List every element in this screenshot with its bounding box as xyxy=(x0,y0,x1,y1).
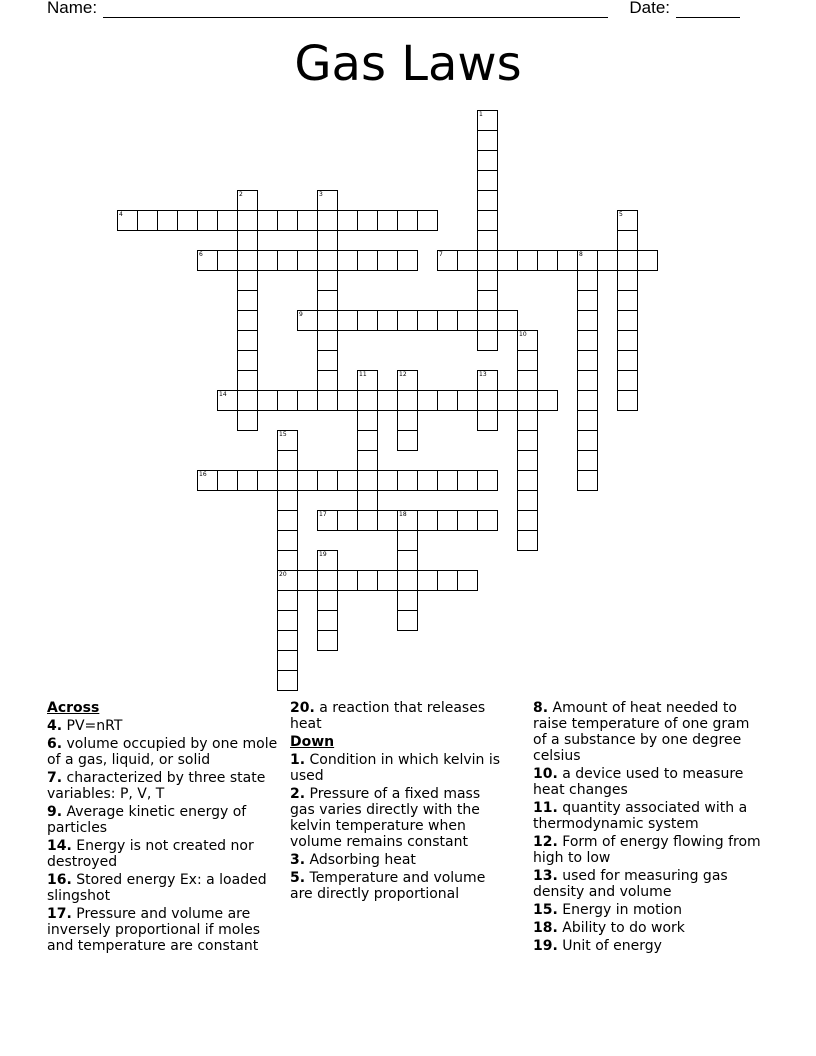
crossword-cell[interactable] xyxy=(297,570,318,591)
crossword-cell[interactable] xyxy=(477,250,498,271)
crossword-cell[interactable] xyxy=(237,230,258,251)
crossword-cell[interactable] xyxy=(497,250,518,271)
crossword-cell[interactable] xyxy=(217,390,238,411)
crossword-cell[interactable] xyxy=(517,330,538,351)
crossword-cell[interactable] xyxy=(337,310,358,331)
across-clue: 16. Stored energy Ex: a loaded slingshot xyxy=(47,872,267,904)
crossword-cell[interactable] xyxy=(357,510,378,531)
crossword-cell[interactable] xyxy=(417,510,438,531)
clues-column-1 xyxy=(47,700,279,956)
crossword-cell[interactable] xyxy=(417,390,438,411)
crossword-cell[interactable] xyxy=(477,110,498,131)
down-clue: 15. Energy in motion xyxy=(533,902,682,918)
crossword-cell[interactable] xyxy=(577,370,598,391)
crossword-cell[interactable] xyxy=(157,210,178,231)
clue-number: 19 xyxy=(319,551,327,558)
crossword-cell[interactable] xyxy=(577,390,598,411)
crossword-cell[interactable] xyxy=(617,290,638,311)
crossword-cell[interactable] xyxy=(457,570,478,591)
crossword-cell[interactable] xyxy=(417,310,438,331)
crossword-cell[interactable] xyxy=(317,270,338,291)
crossword-cell[interactable] xyxy=(237,410,258,431)
down-clue: 3. Adsorbing heat xyxy=(290,852,416,868)
across-clue: 6. volume occupied by one mole of a gas, liquid, or solid xyxy=(47,736,278,768)
crossword-cell[interactable] xyxy=(477,410,498,431)
clue-number: 15 xyxy=(279,431,287,438)
crossword-cell[interactable] xyxy=(457,250,478,271)
down-clue: 2. Pressure of a fixed mass gas varies directly with the kelvin temperature when volume remains constant xyxy=(290,786,481,850)
crossword-cell[interactable] xyxy=(557,250,578,271)
crossword-cell[interactable] xyxy=(257,390,278,411)
clue-number: 8 xyxy=(579,251,583,258)
crossword-cell[interactable] xyxy=(257,470,278,491)
crossword-cell[interactable] xyxy=(397,510,418,531)
crossword-cell[interactable] xyxy=(617,210,638,231)
page-title: Gas Laws xyxy=(294,36,522,92)
crossword-cell[interactable] xyxy=(397,570,418,591)
crossword-cell[interactable] xyxy=(397,590,418,611)
crossword-cell[interactable] xyxy=(237,290,258,311)
clue-number: 12 xyxy=(399,371,407,378)
crossword-cell[interactable] xyxy=(357,450,378,471)
crossword-cell[interactable] xyxy=(277,590,298,611)
crossword-cell[interactable] xyxy=(597,250,618,271)
clue-number: 9 xyxy=(299,311,303,318)
crossword-cell[interactable] xyxy=(357,470,378,491)
crossword-cell[interactable] xyxy=(577,470,598,491)
crossword-cell[interactable] xyxy=(197,210,218,231)
crossword-cell[interactable] xyxy=(317,210,338,231)
crossword-cell[interactable] xyxy=(537,390,558,411)
crossword-cell[interactable] xyxy=(357,430,378,451)
crossword-cell[interactable] xyxy=(277,530,298,551)
crossword-cell[interactable] xyxy=(517,350,538,371)
crossword-cell[interactable] xyxy=(517,370,538,391)
crossword-cell[interactable] xyxy=(337,390,358,411)
crossword-cell[interactable] xyxy=(477,310,498,331)
crossword-cell[interactable] xyxy=(457,470,478,491)
crossword-cell[interactable] xyxy=(377,390,398,411)
crossword-cell[interactable] xyxy=(577,310,598,331)
clue-number: 7 xyxy=(439,251,443,258)
crossword-cell[interactable] xyxy=(397,410,418,431)
crossword-cell[interactable] xyxy=(237,470,258,491)
crossword-cell[interactable] xyxy=(177,210,198,231)
crossword-cell[interactable] xyxy=(417,470,438,491)
crossword-cell[interactable] xyxy=(277,450,298,471)
crossword-cell[interactable] xyxy=(237,370,258,391)
clue-number: 14 xyxy=(219,391,227,398)
across-clue: 9. Average kinetic energy of particles xyxy=(47,804,247,836)
crossword-cell[interactable] xyxy=(397,310,418,331)
crossword-cell[interactable] xyxy=(477,510,498,531)
crossword-cell[interactable] xyxy=(477,130,498,151)
crossword-cell[interactable] xyxy=(377,250,398,271)
crossword-cell[interactable] xyxy=(517,490,538,511)
crossword-cell[interactable] xyxy=(517,390,538,411)
crossword-cell[interactable] xyxy=(617,370,638,391)
down-clue: 12. Form of energy flowing from high to low xyxy=(533,834,761,866)
crossword-cell[interactable] xyxy=(257,250,278,271)
crossword-cell[interactable] xyxy=(297,310,318,331)
down-heading: Down xyxy=(290,734,335,750)
crossword-cell[interactable] xyxy=(437,310,458,331)
crossword-cell[interactable] xyxy=(337,470,358,491)
crossword-cell[interactable] xyxy=(477,390,498,411)
crossword-cell[interactable] xyxy=(317,330,338,351)
crossword-cell[interactable] xyxy=(277,550,298,571)
crossword-cell[interactable] xyxy=(417,210,438,231)
crossword-cell[interactable] xyxy=(397,370,418,391)
clue-number: 18 xyxy=(399,511,407,518)
crossword-cell[interactable] xyxy=(477,190,498,211)
across-clue: 14. Energy is not created nor destroyed xyxy=(47,838,254,870)
crossword-cell[interactable] xyxy=(277,390,298,411)
crossword-cell[interactable] xyxy=(477,290,498,311)
crossword-cell[interactable] xyxy=(357,490,378,511)
date-label: Date: xyxy=(629,0,670,17)
crossword-cell[interactable] xyxy=(457,310,478,331)
crossword-cell[interactable] xyxy=(317,310,338,331)
crossword-cell[interactable] xyxy=(277,510,298,531)
crossword-cell[interactable] xyxy=(517,470,538,491)
crossword-cell[interactable] xyxy=(337,250,358,271)
crossword-cell[interactable] xyxy=(217,470,238,491)
crossword-cell[interactable] xyxy=(517,450,538,471)
crossword-cell[interactable] xyxy=(277,470,298,491)
down-clue: 19. Unit of energy xyxy=(533,938,662,954)
crossword-cell[interactable] xyxy=(577,450,598,471)
crossword-cell[interactable] xyxy=(277,570,298,591)
crossword-cell[interactable] xyxy=(277,210,298,231)
crossword-cell[interactable] xyxy=(377,210,398,231)
down-clue: 10. a device used to measure heat changes xyxy=(533,766,744,798)
crossword-cell[interactable] xyxy=(317,350,338,371)
crossword-cell[interactable] xyxy=(317,470,338,491)
crossword-cell[interactable] xyxy=(397,610,418,631)
crossword-cell[interactable] xyxy=(617,230,638,251)
crossword-cell[interactable] xyxy=(577,250,598,271)
crossword-cell[interactable] xyxy=(317,230,338,251)
crossword-cell[interactable] xyxy=(437,470,458,491)
crossword-cell[interactable] xyxy=(397,530,418,551)
crossword-cell[interactable] xyxy=(337,210,358,231)
crossword-cell[interactable] xyxy=(397,430,418,451)
crossword-cell[interactable] xyxy=(357,410,378,431)
crossword-cell[interactable] xyxy=(377,470,398,491)
crossword-cell[interactable] xyxy=(617,250,638,271)
crossword-cell[interactable] xyxy=(397,470,418,491)
crossword-cell[interactable] xyxy=(217,250,238,271)
crossword-cell[interactable] xyxy=(237,210,258,231)
crossword-cell[interactable] xyxy=(317,370,338,391)
crossword-cell[interactable] xyxy=(477,170,498,191)
crossword-cell[interactable] xyxy=(377,310,398,331)
crossword-cell[interactable] xyxy=(357,210,378,231)
crossword-cell[interactable] xyxy=(477,150,498,171)
crossword-cell[interactable] xyxy=(317,250,338,271)
clue-number: 20 xyxy=(279,571,287,578)
crossword-cell[interactable] xyxy=(577,290,598,311)
crossword-cell[interactable] xyxy=(477,330,498,351)
clue-number: 6 xyxy=(199,251,203,258)
clue-number: 13 xyxy=(479,371,487,378)
down-clue: 1. Condition in which kelvin is used xyxy=(290,752,501,784)
crossword-cell[interactable] xyxy=(277,630,298,651)
crossword-cell[interactable] xyxy=(337,570,358,591)
clue-number: 2 xyxy=(239,191,243,198)
crossword-cell[interactable] xyxy=(477,230,498,251)
crossword-cell[interactable] xyxy=(277,250,298,271)
crossword-cell[interactable] xyxy=(577,330,598,351)
crossword-cell[interactable] xyxy=(437,570,458,591)
crossword-cell[interactable] xyxy=(237,270,258,291)
crossword-cell[interactable] xyxy=(577,270,598,291)
crossword-cell[interactable] xyxy=(277,430,298,451)
crossword-cell[interactable] xyxy=(617,310,638,331)
crossword-cell[interactable] xyxy=(277,610,298,631)
crossword-cell[interactable] xyxy=(297,250,318,271)
across-clue: 17. Pressure and volume are inversely proportional if moles and temperature are constant xyxy=(47,906,261,954)
crossword-cell[interactable] xyxy=(237,310,258,331)
crossword-cell[interactable] xyxy=(477,370,498,391)
crossword-cell[interactable] xyxy=(497,310,518,331)
crossword-cell[interactable] xyxy=(517,510,538,531)
crossword-cell[interactable] xyxy=(277,670,298,691)
crossword-cell[interactable] xyxy=(617,390,638,411)
crossword-cell[interactable] xyxy=(297,390,318,411)
crossword-cell[interactable] xyxy=(317,590,338,611)
crossword-cell[interactable] xyxy=(537,250,558,271)
crossword-cell[interactable] xyxy=(237,390,258,411)
crossword-cell[interactable] xyxy=(577,410,598,431)
crossword-cell[interactable] xyxy=(197,470,218,491)
clue-number: 17 xyxy=(319,511,327,518)
crossword-cell[interactable] xyxy=(517,410,538,431)
clues-column-2 xyxy=(290,700,504,904)
clue-number: 4 xyxy=(119,211,123,218)
crossword-cell[interactable] xyxy=(357,250,378,271)
across-clue: 20. a reaction that releases heat xyxy=(290,700,486,732)
crossword-cell[interactable] xyxy=(397,210,418,231)
crossword-cell[interactable] xyxy=(437,510,458,531)
clue-number: 5 xyxy=(619,211,623,218)
crossword-cell[interactable] xyxy=(317,570,338,591)
crossword-cell[interactable] xyxy=(317,190,338,211)
crossword-cell[interactable] xyxy=(397,250,418,271)
crossword-cell[interactable] xyxy=(477,270,498,291)
crossword-cell[interactable] xyxy=(297,210,318,231)
crossword-cell[interactable] xyxy=(377,510,398,531)
clue-number: 1 xyxy=(479,111,483,118)
crossword-cell[interactable] xyxy=(277,490,298,511)
crossword-cell[interactable] xyxy=(137,210,158,231)
clue-number: 16 xyxy=(199,471,207,478)
crossword-cell[interactable] xyxy=(517,430,538,451)
crossword-cell[interactable] xyxy=(397,390,418,411)
crossword-cell[interactable] xyxy=(237,350,258,371)
crossword-cell[interactable] xyxy=(357,390,378,411)
crossword-cell[interactable] xyxy=(217,210,238,231)
crossword-cell[interactable] xyxy=(357,370,378,391)
crossword-cell[interactable] xyxy=(617,330,638,351)
crossword-cell[interactable] xyxy=(577,350,598,371)
crossword-cell[interactable] xyxy=(517,250,538,271)
crossword-cell[interactable] xyxy=(297,470,318,491)
crossword-cell[interactable] xyxy=(317,510,338,531)
crossword-cell[interactable] xyxy=(317,610,338,631)
down-clue: 8. Amount of heat needed to raise temperature of one gram of a substance by one degree celsius xyxy=(533,700,750,764)
crossword-cell[interactable] xyxy=(317,550,338,571)
crossword-cell[interactable] xyxy=(317,630,338,651)
clue-number: 10 xyxy=(519,331,527,338)
name-label: Name: xyxy=(47,0,98,17)
crossword-cell[interactable] xyxy=(357,310,378,331)
clue-number: 11 xyxy=(359,371,367,378)
crossword-cell[interactable] xyxy=(457,390,478,411)
down-clue: 18. Ability to do work xyxy=(533,920,685,936)
crossword-cell[interactable] xyxy=(377,570,398,591)
crossword-cell[interactable] xyxy=(517,530,538,551)
crossword-cell[interactable] xyxy=(237,190,258,211)
crossword-cell[interactable] xyxy=(277,650,298,671)
crossword-cell[interactable] xyxy=(417,570,438,591)
crossword-cell[interactable] xyxy=(617,270,638,291)
crossword-cell[interactable] xyxy=(237,330,258,351)
crossword-cell[interactable] xyxy=(457,510,478,531)
clue-number: 3 xyxy=(319,191,323,198)
crossword-cell[interactable] xyxy=(477,470,498,491)
across-clue: 4. PV=nRT xyxy=(47,718,123,734)
crossword-cell[interactable] xyxy=(317,290,338,311)
down-clue: 5. Temperature and volume are directly proportional xyxy=(290,870,486,902)
clues-column-3 xyxy=(533,700,765,956)
crossword-cell[interactable] xyxy=(437,390,458,411)
crossword-cell[interactable] xyxy=(357,570,378,591)
down-clue: 13. used for measuring gas density and volume xyxy=(533,868,728,900)
crossword-cell[interactable] xyxy=(397,550,418,571)
crossword-cell[interactable] xyxy=(197,250,218,271)
crossword-cell[interactable] xyxy=(497,390,518,411)
crossword-cell[interactable] xyxy=(477,210,498,231)
crossword-cell[interactable] xyxy=(117,210,138,231)
crossword-cell[interactable] xyxy=(637,250,658,271)
crossword-cell[interactable] xyxy=(337,510,358,531)
crossword-cell[interactable] xyxy=(237,250,258,271)
crossword-cell[interactable] xyxy=(317,390,338,411)
crossword-cell[interactable] xyxy=(577,430,598,451)
crossword-cell[interactable] xyxy=(437,250,458,271)
crossword-cell[interactable] xyxy=(257,210,278,231)
across-heading: Across xyxy=(47,700,100,716)
across-clue: 7. characterized by three state variables: P, V, T xyxy=(47,770,266,802)
down-clue: 11. quantity associated with a thermodynamic system xyxy=(533,800,748,832)
crossword-cell[interactable] xyxy=(617,350,638,371)
